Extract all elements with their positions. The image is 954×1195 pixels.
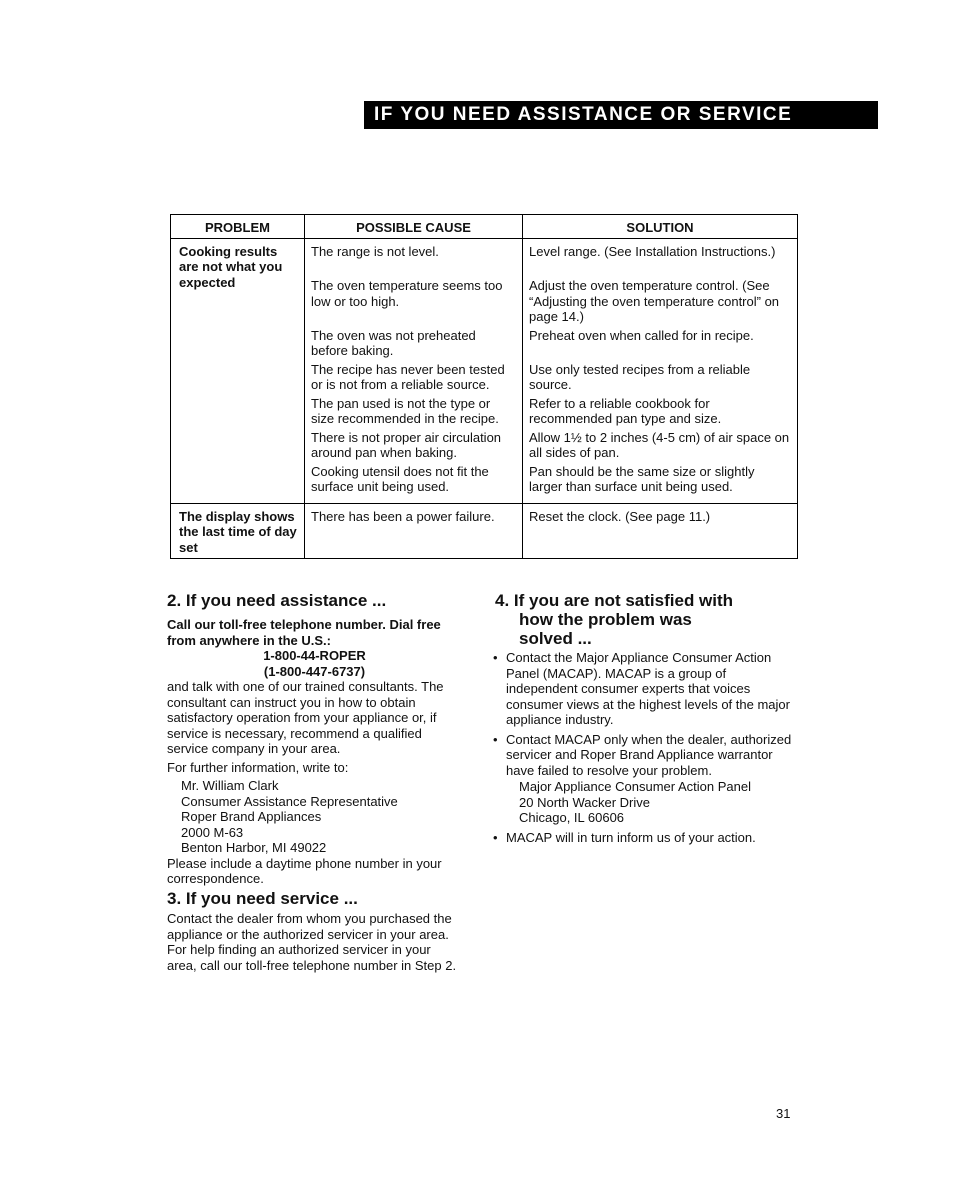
address-line: Major Appliance Consumer Action Panel [519, 779, 751, 794]
list-item: • Contact MACAP only when the dealer, authorized servicer and Roper Brand Appliance warrantor have failed to resolve your problem. Major Appliance Consumer Action Panel 20 North Wacker Drive Chicago, IL 60606 [493, 732, 795, 826]
write-to-label: For further information, write to: [167, 759, 349, 775]
column-header-cause: POSSIBLE CAUSE [305, 215, 523, 239]
table-row [171, 503, 798, 559]
solution-cell: Pan should be the same size or slightly larger than surface unit being used. [523, 462, 798, 504]
page-number: 31 [776, 1106, 791, 1121]
cause-cell: The oven was not preheated before baking. [305, 326, 523, 360]
column-header-problem: PROBLEM [171, 215, 305, 239]
list-item: • MACAP will in turn inform us of your action. [493, 830, 795, 846]
assistance-closing: Please include a daytime phone number in your correspondence. [167, 855, 442, 886]
table-header-row [171, 215, 798, 239]
phone-number: (1-800-447-6737) [263, 663, 366, 679]
heading-line: solved ... [519, 629, 592, 648]
solution-cell: Reset the clock. (See page 11.) [523, 503, 798, 559]
column-header-solution: SOLUTION [523, 215, 798, 239]
solution-cell: Use only tested recipes from a reliable source. [523, 360, 798, 394]
address-line: 20 North Wacker Drive [519, 794, 650, 810]
section-4-heading [495, 591, 800, 648]
address-line: 2000 M-63 [181, 824, 244, 840]
solution-cell: Level range. (See Installation Instructions.) [523, 238, 798, 276]
address-line: Consumer Assistance Representative [181, 793, 398, 809]
solution-cell: Refer to a reliable cookbook for recommended pan type and size. [523, 394, 798, 428]
section-4-content [493, 650, 795, 849]
solution-cell: Allow 1½ to 2 inches (4-5 cm) of air space on all sides of pan. [523, 428, 798, 462]
address-line: Chicago, IL 60606 [519, 810, 625, 825]
section-2-content [167, 617, 462, 887]
assistance-body: and talk with one of our trained consultants. The consultant can instruct you in how to obtain satisfactory operation from your appliance or, if service is necessary, recommend a qualified service company in your area. [167, 679, 444, 756]
problem-cell: Cooking results are not what you expected [171, 238, 305, 503]
service-body: Contact the dealer from whom you purchased the appliance or the authorized servicer in your area. For help finding an authorized servicer in your area, call our toll-free telephone number in Step 2. [167, 911, 457, 973]
heading-line: 4. If you are not satisfied with [495, 591, 734, 610]
solution-cell: Preheat oven when called for in recipe. [523, 326, 798, 360]
troubleshooting-table [170, 214, 798, 559]
cause-cell: The oven temperature seems too low or too high. [305, 276, 523, 326]
solution-cell: Adjust the oven temperature control. (See “Adjusting the oven temperature control” on page 14.) [523, 276, 798, 326]
section-3-heading: 3. If you need service ... [167, 889, 358, 908]
cause-cell: The pan used is not the type or size recommended in the recipe. [305, 394, 523, 428]
heading-line: how the problem was [519, 610, 692, 629]
address-line: Roper Brand Appliances [181, 809, 322, 824]
macap-address [506, 779, 795, 826]
cause-cell: Cooking utensil does not fit the surface unit being used. [305, 462, 523, 504]
table-row [171, 238, 798, 276]
phone-word: 1-800-44-ROPER [263, 648, 366, 663]
address-line: Mr. William Clark [181, 778, 279, 793]
cause-cell: There has been a power failure. [305, 503, 523, 559]
cause-cell: There is not proper air circulation around pan when baking. [305, 428, 523, 462]
problem-cell: The display shows the last time of day set [171, 503, 305, 559]
section-banner: IF YOU NEED ASSISTANCE OR SERVICE [364, 101, 878, 129]
assistance-intro: Call our toll-free telephone number. Dial free from anywhere in the U.S.: [167, 617, 441, 648]
list-item: • Contact the Major Appliance Consumer Action Panel (MACAP). MACAP is a group of independent consumer experts that voices consumer views at the highest levels of the major appliance industry. [493, 650, 795, 728]
cause-cell: The range is not level. [305, 238, 523, 276]
cause-cell: The recipe has never been tested or is not from a reliable source. [305, 360, 523, 394]
contact-address [167, 778, 462, 856]
section-2-heading: 2. If you need assistance ... [167, 591, 387, 610]
address-line: Benton Harbor, MI 49022 [181, 840, 327, 855]
